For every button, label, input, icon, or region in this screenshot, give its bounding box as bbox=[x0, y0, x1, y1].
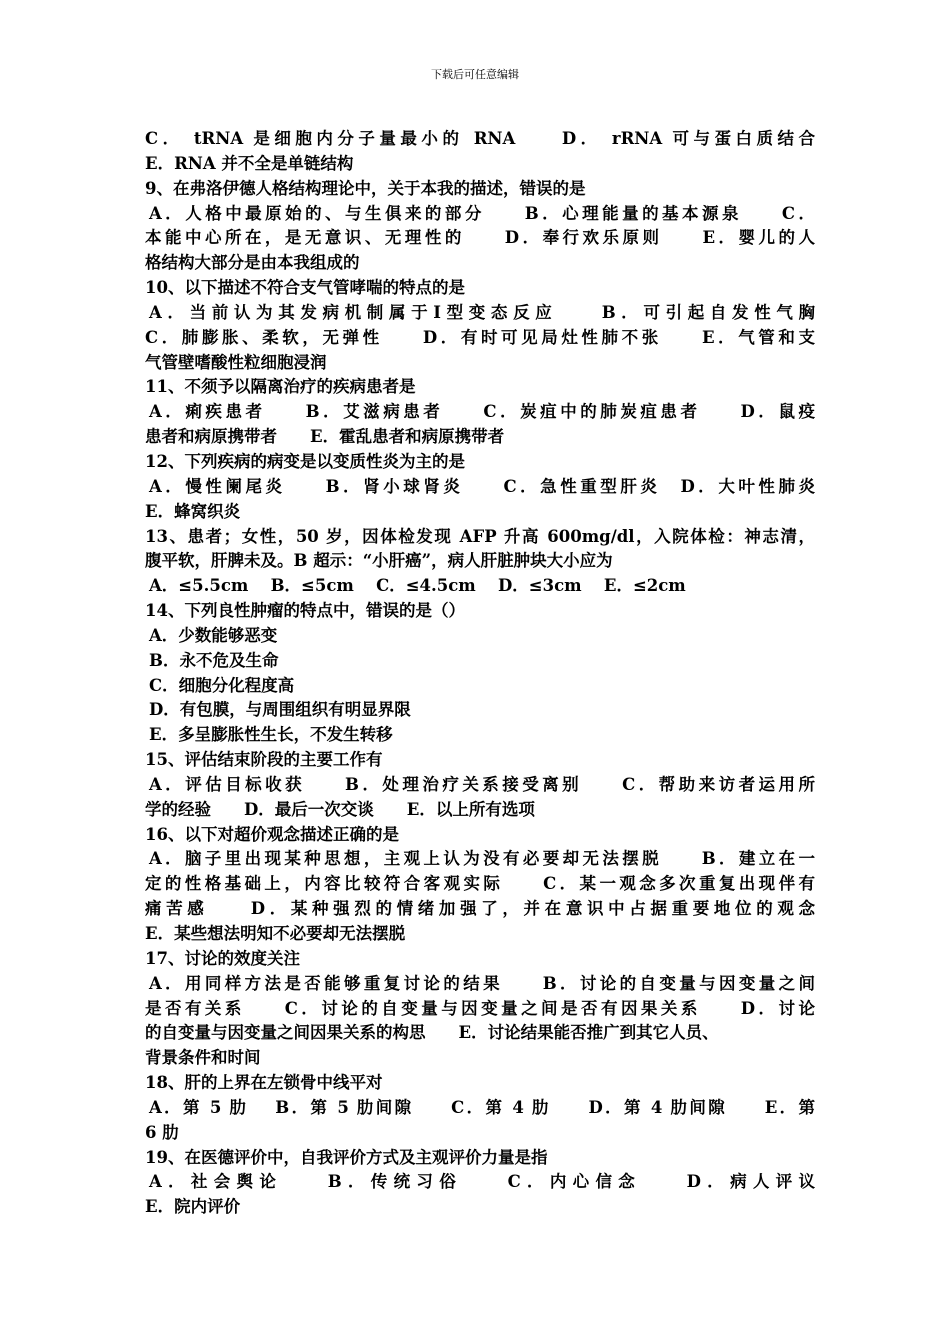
text-line: 15、评估结束阶段的主要工作有 bbox=[145, 750, 383, 770]
text-line: C． tRNA 是细胞内分子量最小的 RNA D． rRNA 可与蛋白质结合 bbox=[145, 129, 815, 148]
text-line: 腹平软，肝脾未及。B 超示：“小肝癌”，病人肝脏肿块大小应为 bbox=[145, 551, 613, 571]
text-line: E．某些想法明知不必要却无法摆脱 bbox=[145, 924, 406, 943]
text-line: A．社会舆论 B．传统习俗 C．内心信念 D．病人评议 bbox=[149, 1172, 815, 1192]
text-line: D．有包膜，与周围组织有明显界限 bbox=[149, 700, 411, 720]
text-line: E．院内评价 bbox=[145, 1197, 241, 1217]
text-line: 患者和病原携带者 E．霍乱患者和病原携带者 bbox=[145, 427, 505, 447]
text-line: 17、讨论的效度关注 bbox=[145, 948, 300, 968]
text-line: 12、下列疾病的病变是以变质性炎为主的是 bbox=[145, 451, 465, 471]
text-line: 气管壁嗜酸性粒细胞浸润 bbox=[145, 352, 327, 372]
text-line: 11、不须予以隔离治疗的疾病患者是 bbox=[145, 377, 416, 397]
text-line: 的自变量与因变量之间因果关系的构思 E．讨论结果能否推广到其它人员、 bbox=[145, 1023, 719, 1043]
text-line: A．用同样方法是否能够重复讨论的结果 B．讨论的自变量与因变量之间 bbox=[149, 973, 815, 993]
text-line: C．肺膨胀、柔软，无弹性 D．有时可见局灶性肺不张 E．气管和支 bbox=[145, 327, 815, 347]
text-line: 学的经验 D．最后一次交谈 E．以上所有选项 bbox=[145, 799, 535, 819]
text-line: 14、下列良性肿瘤的特点中，错误的是（） bbox=[145, 601, 465, 621]
text-line: A．少数能够恶变 bbox=[149, 625, 278, 645]
text-line: 18、肝的上界在左锁骨中线平对 bbox=[145, 1073, 383, 1093]
text-line: A．脑子里出现某种思想，主观上认为没有必要却无法摆脱 B．建立在一 bbox=[149, 849, 815, 869]
text-line: 9、在弗洛伊德人格结构理论中，关于本我的描述，错误的是 bbox=[145, 178, 586, 198]
text-line: A．慢性阑尾炎 B．肾小球肾炎 C．急性重型肝炎 D．大叶性肺炎 bbox=[149, 476, 815, 496]
text-line: A．当前认为其发病机制属于Ⅰ型变态反应 B．可引起自发性气胸 bbox=[149, 302, 815, 322]
text-line: 是否有关系 C．讨论的自变量与因变量之间是否有因果关系 D．讨论 bbox=[145, 998, 815, 1018]
page-header: 下载后可任意编辑 bbox=[431, 68, 519, 81]
text-line: 痛苦感 D．某种强烈的情绪加强了，并在意识中占据重要地位的观念 bbox=[145, 899, 815, 919]
text-line: A．人格中最原始的、与生俱来的部分 B．心理能量的基本源泉 C． bbox=[149, 203, 815, 223]
text-line: 格结构大部分是由本我组成的 bbox=[145, 253, 360, 273]
text-line: E．RNA 并不全是单链结构 bbox=[145, 153, 354, 173]
text-line: 16、以下对超价观念描述正确的是 bbox=[145, 824, 399, 844]
text-line: E．多呈膨胀性生长，不发生转移 bbox=[149, 725, 393, 745]
text-line: 13、患者；女性，50 岁，因体检发现 AFP 升高 600mg/dl，入院体检：神志清， bbox=[145, 526, 815, 546]
text-line: B．永不危及生命 bbox=[149, 650, 279, 670]
text-line: A．痢疾患者 B．艾滋病患者 C．炭疽中的肺炭疽患者 D．鼠疫 bbox=[149, 402, 815, 422]
text-line: A．≤5.5cm B．≤5cm C．≤4.5cm D．≤3cm E．≤2cm bbox=[149, 576, 686, 596]
text-line: E．蜂窝织炎 bbox=[145, 501, 241, 521]
text-line: 19、在医德评价中，自我评价方式及主观评价力量是指 bbox=[145, 1147, 548, 1167]
document-body bbox=[145, 127, 815, 1220]
text-line: 本能中心所在，是无意识、无理性的 D．奉行欢乐原则 E．婴儿的人 bbox=[145, 228, 815, 248]
text-line: 背景条件和时间 bbox=[145, 1048, 261, 1068]
text-line: C．细胞分化程度高 bbox=[149, 675, 295, 695]
text-line: A．第 5 肋 B．第 5 肋间隙 C．第 4 肋 D．第 4 肋间隙 E．第 bbox=[149, 1097, 815, 1117]
text-line: 定的性格基础上，内容比较符合客观实际 C．某一观念多次重复出现伴有 bbox=[145, 874, 815, 894]
text-line: A．评估目标收获 B．处理治疗关系接受离别 C．帮助来访者运用所 bbox=[149, 774, 815, 794]
text-line: 6 肋 bbox=[145, 1122, 179, 1142]
text-line: 10、以下描述不符合支气管哮喘的特点的是 bbox=[145, 278, 465, 298]
